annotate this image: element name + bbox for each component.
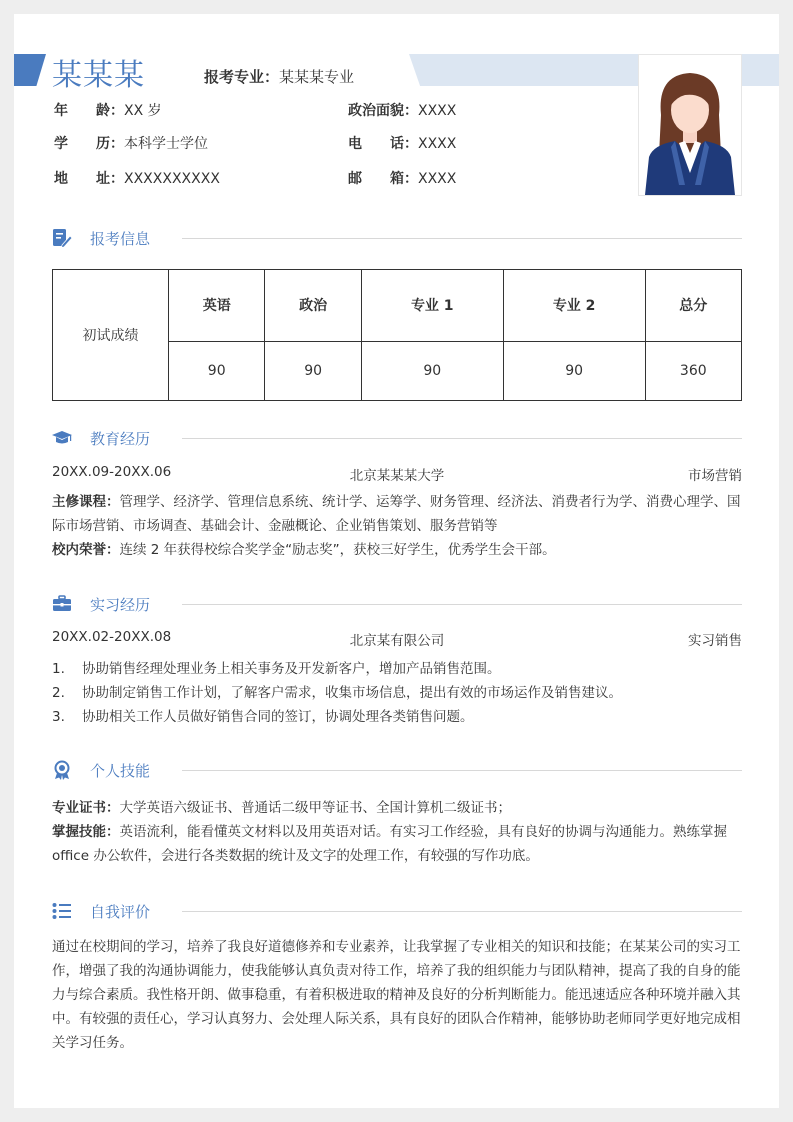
- self-eval-paragraph: 通过在校期间的学习，培养了我良好道德修养和专业素养，让我掌握了专业相关的知识和技能；在某某公司的实习工作，增强了我的沟通协调能力，使我能够认真负责对待工作，培养了我的组织能力与团队精神，提高了我的自身的能力与综合素质。我性格开朗、做事稳重，有着积极进取的精神及良好的分析判断能力。能迅速适应各种环境并融入其中。有较强的责任心，学习认真努力、会处理人际关系，具有良好的团队合作精神，能够协助老师同学更好地完成相关学习任务。: [52, 939, 741, 1051]
- info-phone-value: XXXX: [418, 136, 457, 152]
- score-value: 360: [645, 341, 741, 400]
- education-date: 20XX.09-20XX.06: [52, 464, 172, 480]
- info-phone-label: 电 话：: [348, 136, 418, 152]
- edit-document-icon: [52, 228, 72, 248]
- info-age-label: 年 龄：: [54, 103, 124, 119]
- apply-major-label: 报考专业：: [204, 68, 280, 86]
- internship-date: 20XX.02-20XX.08: [52, 629, 172, 645]
- info-education: [54, 133, 208, 153]
- section-self-eval: [52, 899, 742, 923]
- section-skills: [52, 758, 742, 782]
- courses-text: 管理学、经济学、管理信息系统、统计学、运筹学、财务管理、经济法、消费者行为学、消费心理学、国际市场营销、市场调查、基础会计、金融概论、企业销售策划、服务营销等: [52, 494, 741, 534]
- internship-role: 实习销售: [688, 633, 742, 649]
- section-divider: [182, 770, 742, 771]
- self-eval-text: [52, 935, 744, 1055]
- score-table: [52, 269, 742, 401]
- apply-major: [204, 66, 354, 87]
- section-skills-title: 个人技能: [90, 762, 151, 780]
- internship-entry-header: [52, 629, 742, 649]
- honors-label: 校内荣誉：: [52, 542, 120, 558]
- score-header: 总分: [645, 270, 741, 342]
- info-address: [54, 168, 220, 188]
- score-header: 英语: [169, 270, 265, 342]
- score-value: 90: [169, 341, 265, 400]
- section-education: [52, 426, 742, 450]
- info-politics: [348, 100, 456, 120]
- section-self-eval-title: 自我评价: [90, 903, 151, 921]
- section-internship: [52, 592, 742, 616]
- avatar-illustration: [639, 55, 741, 195]
- score-header: 政治: [265, 270, 361, 342]
- section-divider: [182, 438, 742, 439]
- candidate-name: 某某某: [52, 58, 145, 93]
- score-header: 专业 2: [503, 270, 645, 342]
- section-apply-info-title: 报考信息: [90, 230, 151, 248]
- header-accent-bar: [14, 54, 46, 86]
- score-value: 90: [361, 341, 503, 400]
- education-major: 市场营销: [688, 468, 742, 484]
- cert-text: 大学英语六级证书、普通话二级甲等证书、全国计算机二级证书；: [119, 800, 511, 816]
- graduation-cap-icon: [52, 428, 72, 448]
- education-school: 北京某某某大学: [349, 468, 445, 484]
- list-item: 2. 协助制定销售工作计划，了解客户需求，收集市场信息，提出有效的市场运作及销售建议。: [52, 685, 622, 701]
- section-divider: [182, 238, 742, 239]
- education-details: [52, 490, 744, 562]
- honors-text: 连续 2 年获得校综合奖学金“励志奖”，获校三好学生，优秀学生会干部。: [119, 542, 556, 558]
- info-email-value: XXXX: [418, 171, 457, 187]
- ability-text: 英语流利，能看懂英文材料以及用英语对话。有实习工作经验，具有良好的协调与沟通能力。熟练掌握 office 办公软件，会进行各类数据的统计及文字的处理工作，有较强的写作功底。: [52, 824, 727, 864]
- courses-label: 主修课程：: [52, 494, 120, 510]
- info-email: [348, 168, 456, 188]
- list-item: 1. 协助销售经理处理业务上相关事务及开发新客户，增加产品销售范围。: [52, 661, 501, 677]
- info-phone: [348, 133, 456, 153]
- info-education-value: 本科学士学位: [124, 136, 208, 152]
- award-ribbon-icon: [52, 760, 72, 780]
- info-politics-value: XXXX: [418, 103, 457, 119]
- info-address-label: 地 址：: [54, 171, 124, 187]
- resume-page: [14, 14, 779, 1108]
- section-divider: [182, 604, 742, 605]
- score-value: 90: [265, 341, 361, 400]
- education-entry-header: [52, 464, 742, 484]
- section-apply-info: [52, 226, 742, 250]
- section-divider: [182, 911, 742, 912]
- briefcase-icon: [52, 594, 72, 614]
- score-header: 专业 1: [361, 270, 503, 342]
- skills-details: [52, 796, 744, 868]
- info-age: [54, 100, 162, 120]
- score-row-label: 初试成绩: [53, 270, 169, 401]
- internship-duties: [52, 657, 744, 729]
- section-internship-title: 实习经历: [90, 596, 151, 614]
- info-education-label: 学 历：: [54, 136, 124, 152]
- cert-label: 专业证书：: [52, 800, 120, 816]
- info-politics-label: 政治面貌：: [348, 103, 418, 119]
- internship-company: 北京某有限公司: [349, 633, 445, 649]
- ability-label: 掌握技能：: [52, 824, 120, 840]
- apply-major-value: 某某某专业: [279, 68, 355, 86]
- list-item: 3. 协助相关工作人员做好销售合同的签订，协调处理各类销售问题。: [52, 709, 474, 725]
- profile-photo: [638, 54, 742, 196]
- section-education-title: 教育经历: [90, 430, 151, 448]
- info-age-value: XX 岁: [124, 103, 162, 119]
- score-value: 90: [503, 341, 645, 400]
- info-address-value: XXXXXXXXXX: [124, 171, 220, 187]
- list-icon: [52, 901, 72, 921]
- info-email-label: 邮 箱：: [348, 171, 418, 187]
